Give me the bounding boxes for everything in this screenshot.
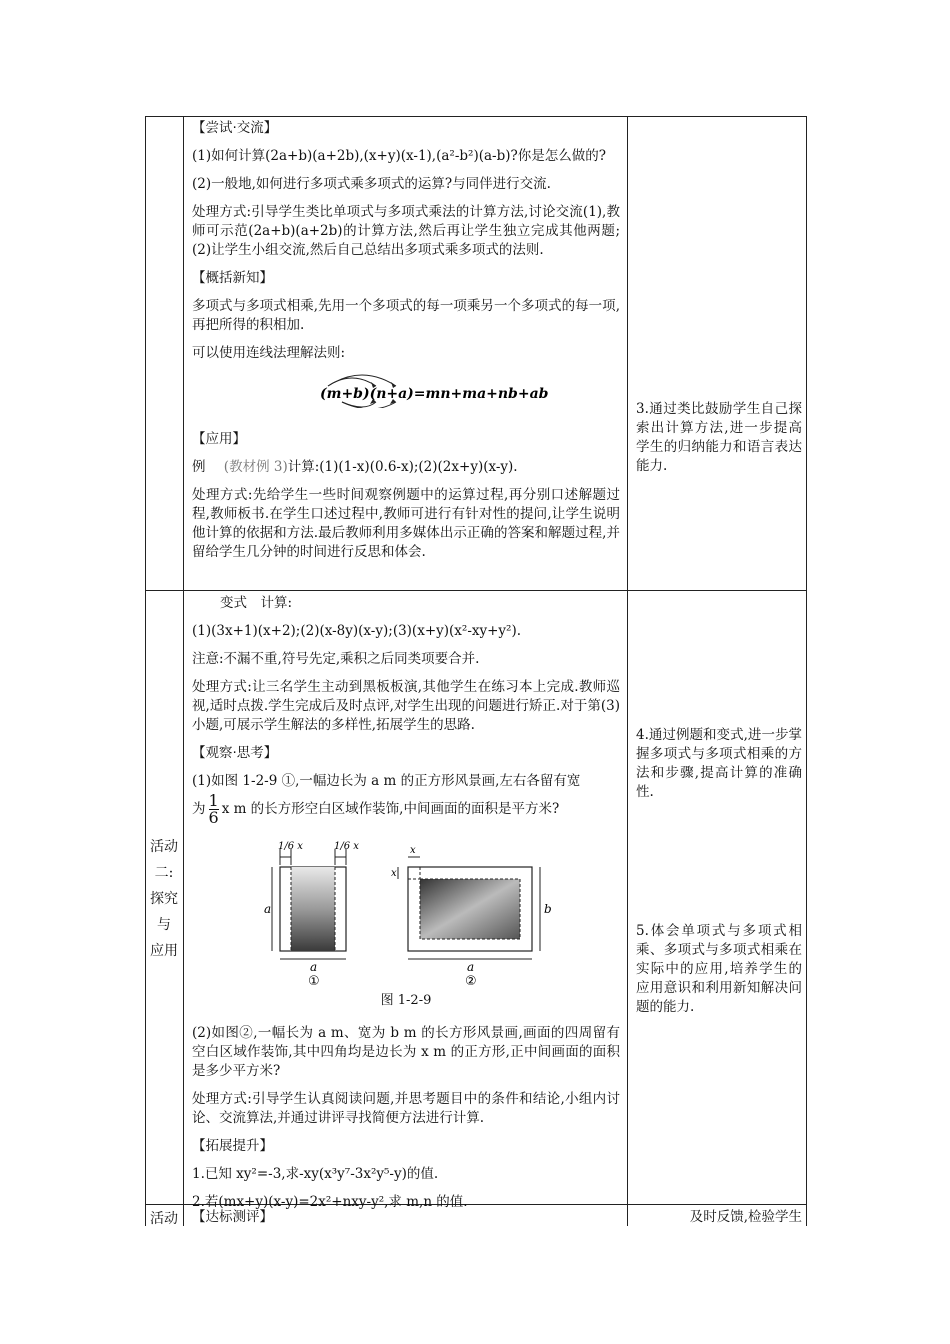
row1-note — [636, 400, 802, 485]
text-suffix: x m 的长方形空白区域作装饰,中间画面的面积是平方米? — [221, 801, 560, 817]
corner-label: x — [391, 868, 397, 879]
side-label: a — [310, 960, 318, 974]
heading-apply: 【应用】 — [192, 431, 246, 447]
variant-heading: 变式 计算: — [220, 595, 293, 611]
example-line — [192, 458, 620, 477]
observe-question-1-line2 — [192, 793, 620, 826]
activity-label-line: 与 — [157, 917, 171, 933]
figure-1-label: ① — [308, 974, 320, 985]
figure-caption: 图 1-2-9 — [380, 993, 432, 1008]
row1-content — [192, 119, 620, 571]
heading-observe-think: 【观察·思考】 — [192, 745, 278, 761]
dimension-label: 1/6 x — [278, 841, 303, 852]
observe-question-2: (2)如图②,一幅长为 a m、宽为 b m 的长方形风景画,画面的四周留有空白区域作装饰,其中四角均是边长为 x m 的正方形,正中间画面的面积是多少平方米? — [192, 1025, 620, 1079]
method-paragraph: 处理方式:引导学生类比单项式与多项式乘法的计算方法,讨论交流(1),教师可示范(2a+b)(a+2b)的计算方法,然后再让学生独立完成其他两题;(2)让学生小组交流,然后自己总结出多项式乘多项式的法则. — [192, 204, 620, 258]
row2-content — [192, 594, 620, 1221]
figure-1-2-9 — [192, 835, 620, 985]
dimension-label: 1/6 x — [334, 841, 359, 852]
method-paragraph: 处理方式:让三名学生主动到黑板板演,其他学生在练习本上完成.教师巡视,适时点拨.学生完成后及时点评,对学生出现的问题进行矫正.对于第(3)小题,可展示学生解法的多样性,拓展学生的思路. — [192, 679, 620, 733]
variant-items: (1)(3x+1)(x+2);(2)(x-8y)(x-y);(3)(x+y)(x²-xy+y²). — [192, 623, 522, 639]
heading-assessment: 【达标测评】 — [192, 1209, 273, 1225]
question-1: (1)如何计算(2a+b)(a+2b),(x+y)(x-1),(a²-b²)(a-b)?你是怎么做的? — [192, 148, 606, 164]
method-paragraph: 处理方式:先给学生一些时间观察例题中的运算过程,再分别口述解题过程,教师板书.在学生口述过程中,教师可进行有针对性的提问,让学生说明他计算的依据和方法.最后教师利用多媒体出示正确的答案和解题过程,并留给学生几分钟的时间进行反思和体会. — [192, 487, 620, 560]
row3-content — [192, 1208, 620, 1236]
activity-label-next: 活动 — [150, 1211, 178, 1227]
teaching-note-6: 及时反馈,检验学生 — [689, 1209, 802, 1225]
observe-question-1 — [192, 772, 620, 791]
table-left-border — [145, 116, 146, 1226]
connecting-line-formula — [192, 372, 620, 408]
heading-try-exchange: 【尝试·交流】 — [192, 120, 278, 136]
table-right-border — [806, 116, 807, 1226]
activity-label — [145, 834, 183, 964]
fraction-denominator: 6 — [208, 808, 219, 827]
example-reference: (教材例 3) — [223, 459, 288, 475]
method-paragraph: 处理方式:引导学生认真阅读问题,并思考题目中的条件和结论,小组内讨论、交流算法,并通过讲评寻找简便方法进行计算. — [192, 1091, 620, 1126]
row3-note — [636, 1208, 802, 1227]
heading-extend: 【拓展提升】 — [192, 1138, 273, 1154]
example-prefix: 例 — [192, 459, 206, 475]
text-prefix: 为 — [192, 801, 206, 817]
formula-graphic — [192, 372, 620, 408]
example-body: 计算:(1)(1-x)(0.6-x);(2)(2x+y)(x-y). — [287, 459, 518, 475]
figure-1 — [264, 841, 359, 985]
table-top-border — [145, 116, 806, 117]
side-label: a — [264, 902, 272, 916]
activity-label-line: 二: — [154, 865, 174, 881]
corner-label: x — [410, 845, 416, 856]
fraction-numerator: 1 — [208, 791, 219, 810]
row-divider — [145, 590, 806, 591]
heading-summary: 【概括新知】 — [192, 270, 273, 286]
activity-label-line: 活动 — [150, 839, 178, 855]
teaching-note-5: 5.体会单项式与多项式相乘、多项式与多项式相乘在实际中的应用,培养学生的应用意识和利用新知解决问题的能力. — [636, 923, 802, 1015]
side-label: a — [467, 960, 475, 974]
figure-graphic — [192, 835, 620, 985]
attention-note: 注意:不漏不重,符号先定,乘积之后同类项要合并. — [192, 651, 480, 667]
extension-problem-1: 1.已知 xy²=-3,求-xy(x³y⁷-3x²y⁵-y)的值. — [192, 1166, 439, 1182]
extension-problem-2: 2.若(mx+y)(x-y)=2x²+nxy-y²,求 m,n 的值. — [192, 1194, 468, 1210]
question-2: (2)一般地,如何进行多项式乘多项式的运算?与同伴进行交流. — [192, 176, 551, 192]
figure-2-label: ② — [465, 974, 477, 985]
observe-question-1-line1: (1)如图 1-2-9 ①,一幅边长为 a m 的正方形风景画,左右各留有宽 — [192, 773, 581, 789]
rule-paragraph: 多项式与多项式相乘,先用一个多项式的每一项乘另一个多项式的每一项,再把所得的积相加. — [192, 298, 620, 333]
figure-2 — [391, 845, 552, 985]
column-divider — [627, 116, 628, 1226]
teaching-note-4: 4.通过例题和变式,进一步掌握多项式与多项式相乘的方法和步骤,提高计算的准确性. — [636, 727, 802, 800]
row2-note-4 — [636, 726, 802, 811]
activity-label-line: 应用 — [150, 943, 178, 959]
formula-text: (m+b)(n+a)=mn+ma+nb+ab — [320, 386, 549, 402]
teaching-note-3: 3.通过类比鼓励学生自己探索出计算方法,进一步提高学生的归纳能力和语言表达能力. — [636, 401, 802, 474]
column-divider — [183, 116, 184, 1226]
side-label: b — [544, 902, 552, 916]
fraction — [209, 793, 219, 826]
rule-tip: 可以使用连线法理解法则: — [192, 345, 346, 361]
row2-note-5 — [636, 922, 802, 1026]
activity-label-line: 探究 — [150, 891, 178, 907]
